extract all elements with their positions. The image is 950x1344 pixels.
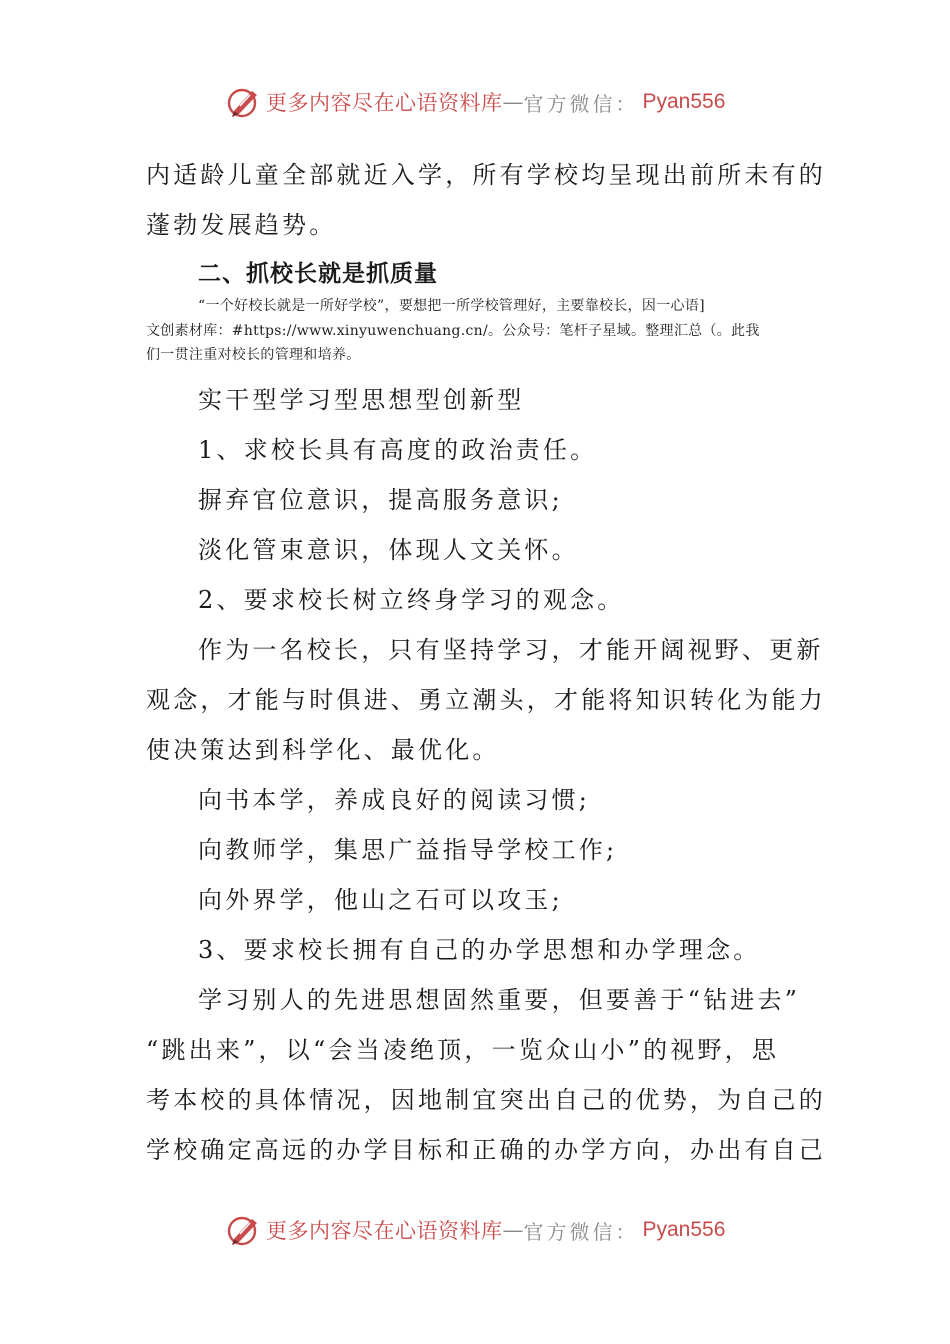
pen-logo-icon <box>226 1212 262 1248</box>
paragraph-line: 1、求校长具有高度的政治责任。 <box>198 436 598 464</box>
banner-label: 官方微信： <box>523 91 639 116</box>
footer-banner <box>226 1210 726 1250</box>
banner-label: 官方微信： <box>523 1219 639 1244</box>
section-heading: 二、抓校长就是抓质量 <box>198 261 438 287</box>
note-line: “一个好校长就是一所好学校”，要想把一所学校管理好，主要靠校长，因一心语] <box>198 298 705 314</box>
paragraph-line: 作为一名校长，只有坚持学习，才能开阔视野、更新 <box>198 636 824 664</box>
banner-wechat-id: Pyan556 <box>642 90 726 113</box>
paragraph-line: 淡化管束意识，体现人文关怀。 <box>198 536 579 564</box>
paragraph-line: 摒弃官位意识，提高服务意识; <box>198 486 563 514</box>
banner-title: 更多内容尽在心语资料库 <box>266 1219 503 1243</box>
paragraph-line: 学校确定高远的办学目标和正确的办学方向，办出有自己 <box>146 1136 826 1164</box>
paragraph-line: 3、要求校长拥有自己的办学思想和办学理念。 <box>198 936 761 964</box>
pen-logo-icon <box>226 84 262 120</box>
note-line: 文创素材库：#https://www.xinyuwenchuang.cn/。公众号：笔杆子星域。整理汇总（。此我 <box>146 323 760 339</box>
paragraph-line: 内适龄儿童全部就近入学，所有学校均呈现出前所未有的 <box>146 161 826 189</box>
paragraph-line: 蓬勃发展趋势。 <box>146 211 337 239</box>
banner-title: 更多内容尽在心语资料库 <box>266 91 503 115</box>
paragraph-line: 考本校的具体情况，因地制宜突出自己的优势，为自己的 <box>146 1086 826 1114</box>
paragraph-line: 学习别人的先进思想固然重要，但要善于“钻进去” <box>198 986 801 1014</box>
paragraph-line: 2、要求校长树立终身学习的观念。 <box>198 586 625 614</box>
note-line: 们一贯注重对校长的管理和培养。 <box>146 347 361 363</box>
banner-dash: — <box>502 1218 524 1242</box>
header-banner <box>226 82 726 122</box>
paragraph-line: 向外界学，他山之石可以攻玉; <box>198 886 563 914</box>
banner-wechat-id: Pyan556 <box>642 1218 726 1241</box>
paragraph-line: 使决策达到科学化、最优化。 <box>146 736 500 764</box>
banner-dash: — <box>502 90 524 114</box>
paragraph-line: 向书本学，养成良好的阅读习惯; <box>198 786 591 814</box>
paragraph-line: 观念，才能与时俱进、勇立潮头，才能将知识转化为能力 <box>146 686 826 714</box>
paragraph-line: 向教师学，集思广益指导学校工作; <box>198 836 618 864</box>
paragraph-line: “跳出来”，以“会当凌绝顶，一览众山小”的视野，思 <box>146 1036 780 1064</box>
paragraph-line: 实干型学习型思想型创新型 <box>198 386 525 414</box>
